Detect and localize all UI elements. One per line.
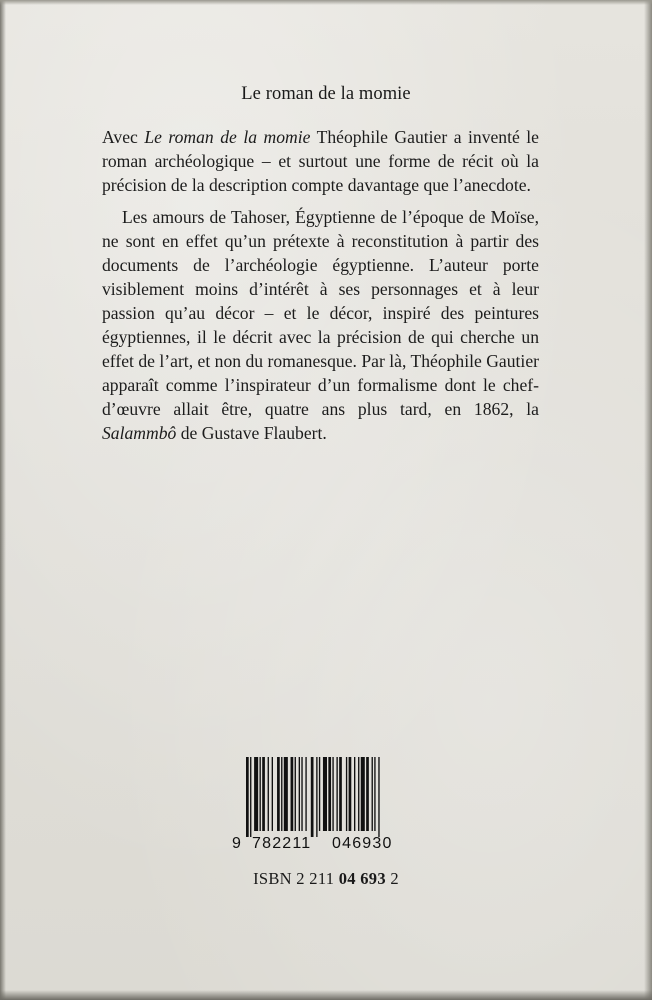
barcode-group-1: 782211 <box>252 835 312 852</box>
barcode-bar <box>284 757 288 831</box>
isbn-bold: 04 693 <box>338 869 386 888</box>
barcode-bar <box>291 757 294 831</box>
barcode-bar <box>301 757 302 831</box>
barcode-bar <box>328 757 331 831</box>
barcode-bar <box>250 757 251 837</box>
barcode-bar <box>332 757 333 831</box>
barcode-bar <box>374 757 375 831</box>
barcode-group-2: 046930 <box>332 835 393 852</box>
book-title-heading: Le roman de la momie <box>241 84 411 104</box>
barcode-bar <box>349 757 352 831</box>
barcode-bar <box>299 757 300 831</box>
barcode-bar <box>272 757 273 831</box>
barcode-bar <box>316 757 317 837</box>
barcode-bars <box>232 757 407 837</box>
barcode-bar <box>339 757 342 831</box>
cover-edge-right <box>644 0 652 1000</box>
barcode-bar <box>319 757 320 831</box>
blurb-p1-rest: Théophile Gautier a inventé le roman archéologique – et surtout une forme de récit où la précision de la description compte davantage que l’anecdote. <box>102 127 539 195</box>
barcode-bar <box>378 757 379 837</box>
blurb-p2-italic: Salammbô <box>102 423 177 443</box>
blurb-p2-text: Les amours de Tahoser, Égyptienne de l’époque de Moïse, ne sont en effet qu’un prétexte à reconstitution à partir des documents de l’archéologie égyptienne. L’auteur porte visiblement moins d’intérêt à ses personnages et à leur passion qu’au décor – et le décor, inspiré des peintures égyptiennes, il le décrit avec la précision de qui cherche un effet de l’art, et non du romanesque. Par là, Théophile Gautier apparaît comme l’inspirateur d’un formalisme dont le chef-d’œuvre allait être, quatre ans plus tard, en 1862, la <box>102 207 539 419</box>
blurb-paragraph-1 <box>102 125 539 197</box>
isbn-suffix: 2 <box>385 869 399 888</box>
barcode-bar <box>366 757 369 831</box>
barcode-bar <box>295 757 296 831</box>
barcode-bar <box>311 757 314 837</box>
barcode-bar <box>260 757 261 831</box>
barcode-bar <box>358 757 359 831</box>
barcode-bar <box>277 757 280 831</box>
cover-edge-top <box>0 0 652 5</box>
barcode-bar <box>372 757 373 831</box>
blurb-paragraph-2 <box>102 205 539 445</box>
barcode-lead-digit: 9 <box>232 835 242 852</box>
barcode-bar <box>354 757 355 831</box>
isbn-prefix: ISBN 2 211 <box>253 869 339 888</box>
barcode-bar <box>254 757 258 831</box>
barcode-bar <box>346 757 347 831</box>
barcode-bar <box>246 757 249 837</box>
cover-edge-bottom <box>0 990 652 1000</box>
barcode-bar <box>305 757 306 831</box>
barcode-bar <box>262 757 265 831</box>
barcode <box>232 757 407 852</box>
barcode-bar <box>336 757 337 831</box>
barcode-bar <box>361 757 365 831</box>
barcode-bar <box>323 757 327 831</box>
back-cover-blurb <box>102 125 539 445</box>
blurb-p1-prefix: Avec <box>102 127 145 147</box>
blurb-p2-suffix: de Gustave Flaubert. <box>176 423 327 443</box>
blurb-p1-title: Le roman de la momie <box>144 127 311 147</box>
cover-edge-left <box>0 0 6 1000</box>
barcode-bar <box>268 757 269 831</box>
isbn-line <box>0 869 652 889</box>
barcode-bar <box>281 757 282 831</box>
